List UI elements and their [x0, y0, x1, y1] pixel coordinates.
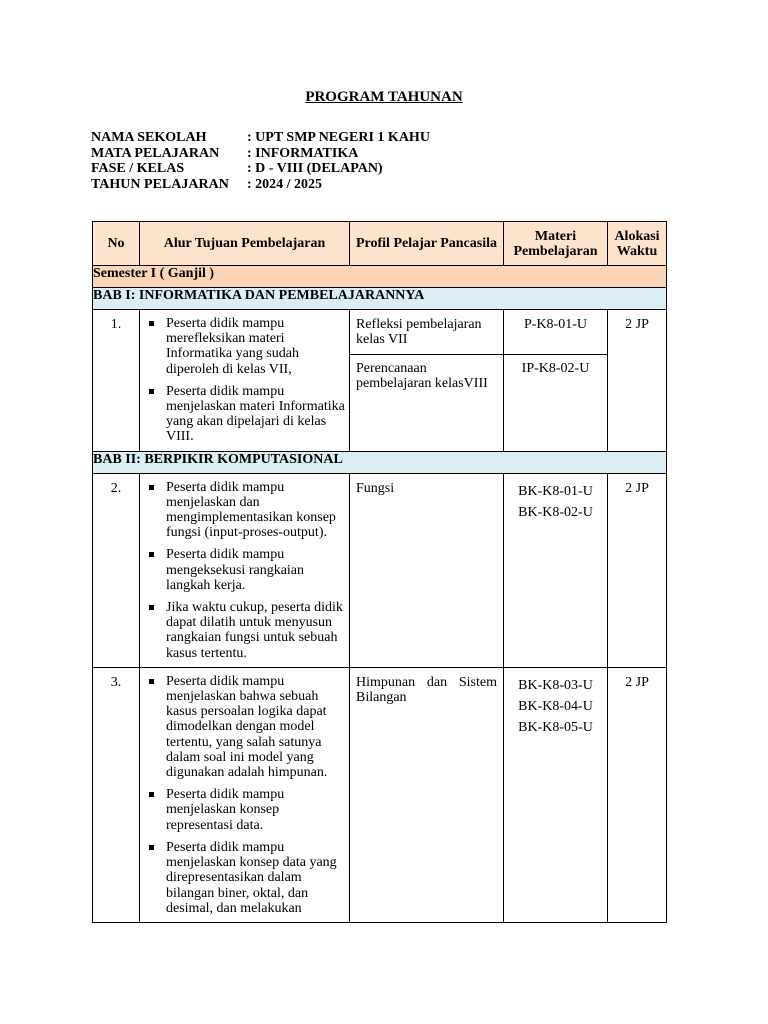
materi-item: BK-K8-02-U [518, 504, 593, 520]
profil-cell [350, 667, 504, 922]
header-atp: Alur Tujuan Pembelajaran [140, 222, 350, 266]
materi-item: BK-K8-01-U [518, 483, 593, 499]
document-info [91, 130, 430, 192]
materi-item: BK-K8-03-U [518, 677, 593, 693]
semester-row [93, 266, 667, 288]
info-label: FASE / KELAS [91, 161, 185, 176]
header-materi: Materi Pembelajaran [504, 222, 608, 266]
table-row [93, 473, 667, 667]
materi-item: BK-K8-04-U [518, 698, 593, 714]
chapter-row [93, 288, 667, 310]
alokasi-cell: 2 JP [608, 667, 667, 922]
atp-item: Peserta didik mampu mengeksekusi rangkaian langkah kerja. [166, 547, 345, 593]
atp-cell [140, 473, 350, 667]
header-profil: Profil Pelajar Pancasila [350, 222, 504, 266]
info-row-subject [91, 146, 430, 162]
materi-item: IP-K8-02-U [504, 354, 607, 376]
info-value: : INFORMATIKA [247, 145, 359, 161]
info-value: : D - VIII (DELAPAN) [247, 161, 383, 176]
table-header-row [93, 222, 667, 266]
alokasi-cell: 2 JP [608, 310, 667, 452]
info-value: : 2024 / 2025 [247, 176, 323, 192]
program-table [92, 221, 667, 923]
atp-item: Peserta didik mampu menjelaskan bahwa sebuah kasus persoalan logika dapat dimodelkan dengan model tertentu, yang salah satunya dalam soal ini model yang digunakan adalah himpunan. [166, 674, 345, 780]
materi-cell [504, 667, 608, 922]
alokasi-cell: 2 JP [608, 473, 667, 667]
atp-item: Jika waktu cukup, peserta didik dapat dilatih untuk menyusun rangkaian fungsi untuk sebuah kasus tertentu. [166, 600, 345, 661]
row-number: 2. [93, 473, 140, 667]
info-row-class [91, 161, 430, 177]
row-number: 1. [93, 310, 140, 452]
info-label: TAHUN PELAJARAN [91, 176, 229, 192]
atp-item: Peserta didik mampu merefleksikan materi Informatika yang sudah diperoleh di kelas VII, [166, 316, 345, 377]
materi-item: BK-K8-05-U [518, 719, 593, 735]
header-no: No [93, 222, 140, 266]
chapter-row [93, 451, 667, 473]
materi-item: P-K8-01-U [524, 317, 587, 332]
materi-cell [504, 310, 608, 452]
page-title: PROGRAM TAHUNAN [305, 89, 463, 105]
info-value: : UPT SMP NEGERI 1 KAHU [247, 130, 430, 145]
atp-item: Peserta didik mampu menjelaskan konsep representasi data. [166, 787, 345, 833]
profil-item: Bilangan [356, 689, 407, 705]
profil-cell: Fungsi [350, 473, 504, 667]
table-row [93, 667, 667, 922]
info-label: MATA PELAJARAN [91, 145, 220, 161]
atp-item: Peserta didik mampu menjelaskan dan mengimplementasikan konsep fungsi (input-proses-output). [166, 480, 345, 541]
row-number: 3. [93, 667, 140, 922]
chapter-label: BAB I: INFORMATIKA DAN PEMBELAJARANNYA [93, 288, 667, 310]
profil-item: Perencanaan pembelajaran kelasVIII [350, 354, 503, 391]
atp-cell [140, 310, 350, 452]
chapter-label: BAB II: BERPIKIR KOMPUTASIONAL [93, 451, 667, 473]
profil-cell [350, 310, 504, 452]
profil-item: Himpunan dan Sistem [356, 674, 497, 690]
profil-item: Refleksi pembelajaran kelas VII [356, 317, 482, 347]
info-row-school [91, 130, 430, 146]
semester-label: Semester I ( Ganjil ) [93, 266, 667, 288]
atp-item: Peserta didik mampu menjelaskan konsep data yang direpresentasikan dalam bilangan biner, oktal, dan desimal, dan melakukan [166, 840, 345, 916]
materi-cell [504, 473, 608, 667]
header-alokasi: Alokasi Waktu [608, 222, 667, 266]
info-label: NAMA SEKOLAH [91, 130, 207, 145]
info-row-year [91, 177, 430, 193]
atp-cell [140, 667, 350, 922]
atp-item: Peserta didik mampu menjelaskan materi Informatika yang akan dipelajari di kelas VIII. [166, 383, 345, 445]
table-row [93, 310, 667, 452]
